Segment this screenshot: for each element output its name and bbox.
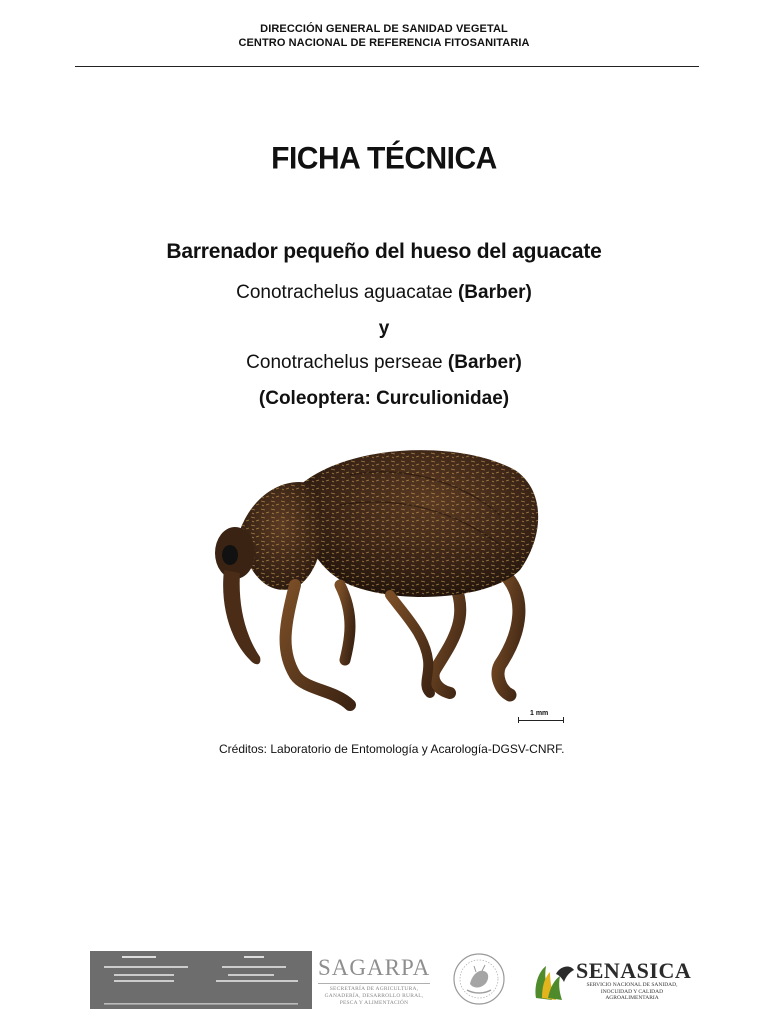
senasica-logo bbox=[530, 958, 690, 1006]
species-2-name: Conotrachelus perseae bbox=[246, 352, 443, 373]
species-conjunction: y bbox=[378, 318, 390, 339]
header-divider bbox=[75, 66, 699, 67]
document-header bbox=[0, 22, 768, 50]
senasica-subtitle-1: SERVICIO NACIONAL DE SANIDAD, bbox=[586, 982, 678, 988]
common-name: Barrenador pequeño del hueso del aguacate bbox=[166, 240, 602, 263]
scale-label: 1 mm bbox=[530, 710, 549, 717]
species-1-name: Conotrachelus aguacatae bbox=[236, 282, 453, 303]
species-2-author: (Barber) bbox=[447, 352, 522, 373]
document-title: FICHA TÉCNICA bbox=[271, 141, 497, 176]
species-1-author: (Barber) bbox=[457, 282, 532, 303]
blurred-footnote-icon bbox=[98, 1002, 304, 1006]
taxonomy: (Coleoptera: Curculionidae) bbox=[258, 388, 510, 409]
blurred-text-icon bbox=[102, 955, 192, 987]
footer-contact-box bbox=[90, 951, 312, 1009]
header-line-1: DIRECCIÓN GENERAL DE SANIDAD VEGETAL bbox=[260, 23, 508, 35]
sagarpa-rule bbox=[318, 983, 430, 984]
sagarpa-name: SAGARPA bbox=[318, 955, 431, 980]
footer-contact-column-left bbox=[102, 955, 192, 990]
species-1 bbox=[0, 282, 768, 304]
sagarpa-subtitle-2: GANADERÍA, DESARROLLO RURAL, bbox=[324, 993, 424, 999]
senasica-subtitle-3: AGROALIMENTARIA bbox=[605, 995, 659, 1001]
weevil-specimen-photo bbox=[200, 435, 600, 735]
senasica-emblem-icon bbox=[530, 958, 576, 1004]
footer-contact-column-right bbox=[214, 955, 304, 990]
sagarpa-logo bbox=[318, 955, 430, 1007]
mexico-coat-of-arms-seal bbox=[452, 952, 506, 1006]
senasica-name: SENASICA bbox=[576, 958, 692, 983]
blurred-text-icon bbox=[214, 955, 304, 987]
senasica-subtitle bbox=[576, 982, 688, 1002]
species-2 bbox=[0, 352, 768, 374]
sagarpa-subtitle-1: SECRETARÍA DE AGRICULTURA, bbox=[329, 986, 419, 992]
figure-credits: Créditos: Laboratorio de Entomología y Acarología-DGSV-CNRF. bbox=[219, 742, 565, 756]
header-line-2: CENTRO NACIONAL DE REFERENCIA FITOSANITARIA bbox=[238, 37, 530, 49]
sagarpa-subtitle-3: PESCA Y ALIMENTACIÓN bbox=[339, 1000, 409, 1006]
senasica-subtitle-2: INOCUIDAD Y CALIDAD bbox=[600, 988, 664, 995]
scale-bar bbox=[518, 720, 564, 721]
